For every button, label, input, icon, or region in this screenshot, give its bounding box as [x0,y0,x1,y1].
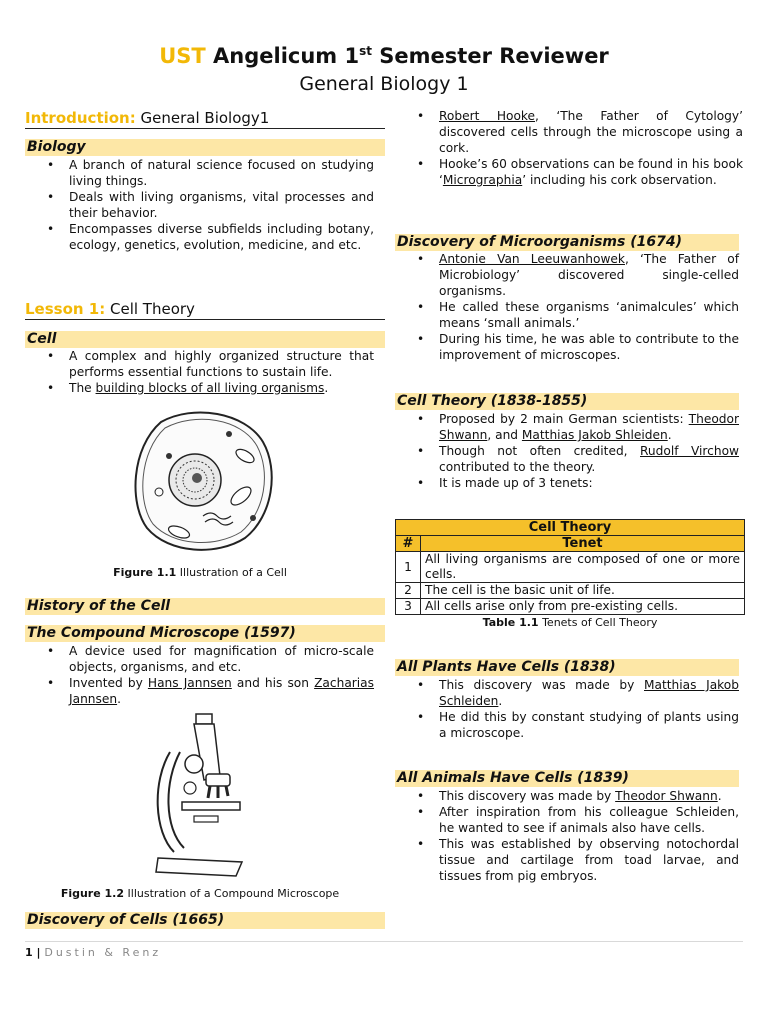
cell-theory-table [395,519,745,615]
underlined-term: Micrographia [442,173,523,187]
animals-list [395,788,739,884]
list-item: • Robert Hooke, ‘The Father of Cytology’ discovered cells through the microscope using a cork. [395,108,743,156]
underlined-term: Robert Hooke [439,109,536,123]
list-item: • Proposed by 2 main German scientists: Theodor Shwann, and Matthias Jakob Shleiden. [395,411,739,443]
biology-list [25,157,374,253]
title-brand: UST [159,44,206,68]
figure-caption: Figure 1.2 Illustration of a Compound Microscope [60,887,340,900]
microorganisms-list [395,251,739,363]
cell-illustration [133,408,275,554]
underlined-term: Matthias Jakob Shleiden [521,428,668,442]
hooke-list [395,108,743,188]
list-item: • He did this by constant studying of plants using a microscope. [395,709,739,741]
section-heading-microorganisms: Discovery of Microorganisms (1674) [395,234,739,251]
list-item: • It is made up of 3 tenets: [395,475,739,491]
list-item: • Invented by Hans Jannsen and his son Zacharias Jannsen. [25,675,374,707]
list-item: • Encompasses diverse subfields including botany, ecology, genetics, evolution, medicine, and etc. [25,221,374,253]
table-header-tenet: Tenet [421,536,745,552]
figure-caption: Figure 1.1 Illustration of a Cell [113,566,287,579]
plants-list [395,677,739,741]
document-subtitle: General Biology 1 [299,73,469,95]
underlined-term: Theodor Shwann [615,789,718,803]
table-title: Cell Theory [396,520,745,536]
list-item: • A complex and highly organized structure that performs essential functions to sustain life. [25,348,374,380]
section-heading-history: History of the Cell [25,598,385,615]
list-item: • A branch of natural science focused on studying living things. [25,157,374,189]
table-caption: Table 1.1 Tenets of Cell Theory [482,616,658,629]
table-row: 3 All cells arise only from pre-existing cells. [396,599,745,615]
page-number: 1 [25,946,33,959]
footer-authors: Dustin & Renz [44,946,162,959]
section-heading-microscope: The Compound Microscope (1597) [25,625,385,642]
section-heading-biology: Biology [25,139,385,156]
cell-theory-list [395,411,739,491]
underlined-term: Antonie Van Leeuwanhowek [439,252,625,266]
list-item: • After inspiration from his colleague Schleiden, he wanted to see if animals also have cells. [395,804,739,836]
cell-list [25,348,374,396]
microscope-illustration [150,712,250,880]
divider [25,128,385,129]
underlined-term: Theodor Shwann [439,412,739,442]
table-header-num: # [396,536,421,552]
list-item: • This was established by observing notochordal tissue and cartilage from toad larvae, and tissues from pig embryos. [395,836,739,884]
list-item: • The building blocks of all living organisms. [25,380,374,396]
section-heading-cell: Cell [25,331,385,348]
page-footer: 1 | Dustin & Renz [25,946,162,959]
underlined-term: Rudolf Virchow [640,444,739,458]
section-heading-cell-theory: Cell Theory (1838-1855) [395,393,739,410]
divider [25,319,385,320]
section-heading-discovery-cells: Discovery of Cells (1665) [25,912,385,929]
intro-heading: Introduction: General Biology1 [25,109,270,127]
list-item: • Though not often credited, Rudolf Virchow contributed to the theory. [395,443,739,475]
list-item: • Hooke’s 60 observations can be found in his book ‘Micrographia’ including his cork observation. [395,156,743,188]
list-item: • This discovery was made by Matthias Jakob Schleiden. [395,677,739,709]
section-heading-plants: All Plants Have Cells (1838) [395,659,739,676]
lesson-heading: Lesson 1: Cell Theory [25,300,195,318]
list-item: • Antonie Van Leeuwanhowek, ‘The Father of Microbiology’ discovered single-celled organisms. [395,251,739,299]
list-item: • He called these organisms ‘animalcules’ which means ‘small animals.’ [395,299,739,331]
underlined-term: Matthias Jakob Schleiden [439,678,739,708]
underlined-term: Hans Jannsen [147,676,232,690]
document-title: UST Angelicum 1st Semester Reviewer [159,44,609,68]
underlined-term: Zacharias Jannsen [69,676,375,706]
footer-divider [25,941,743,942]
underlined-term: building blocks of all living organisms [95,381,325,395]
list-item: • This discovery was made by Theodor Shwann. [395,788,739,804]
microscope-list [25,643,374,707]
list-item: • Deals with living organisms, vital processes and their behavior. [25,189,374,221]
table-row: 1 All living organisms are composed of one or more cells. [396,552,745,583]
section-heading-animals: All Animals Have Cells (1839) [395,770,739,787]
list-item: • During his time, he was able to contribute to the improvement of microscopes. [395,331,739,363]
table-row: 2 The cell is the basic unit of life. [396,583,745,599]
list-item: • A device used for magnification of micro-scale objects, organisms, and etc. [25,643,374,675]
